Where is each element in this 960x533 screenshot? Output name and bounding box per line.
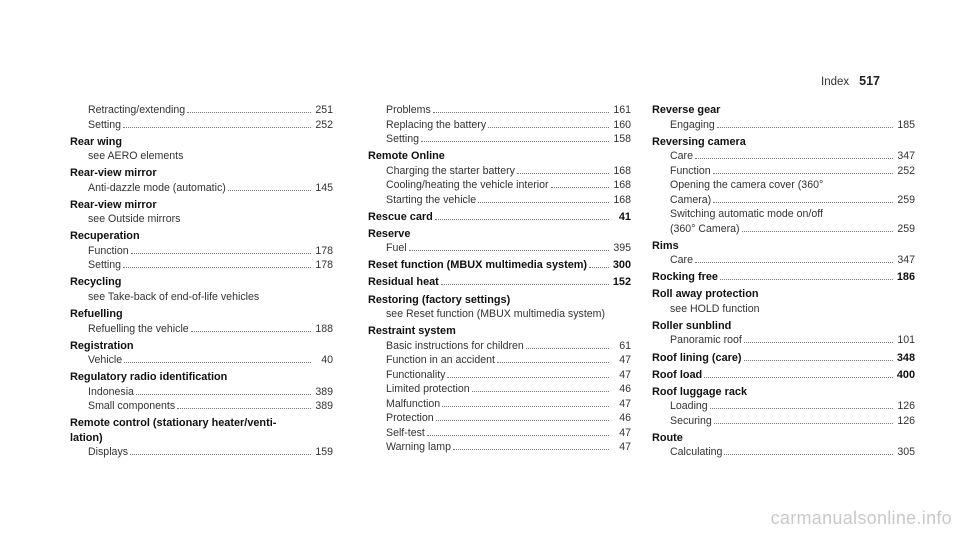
index-heading [70, 307, 333, 322]
index-term: lation) [70, 431, 103, 444]
dot-leader [441, 284, 609, 285]
dot-leader [123, 267, 311, 268]
dot-leader [191, 331, 311, 332]
index-subentry [652, 253, 915, 268]
index-heading [70, 166, 333, 181]
index-subentry [652, 333, 915, 348]
index-heading [652, 385, 915, 400]
dot-leader [228, 190, 311, 191]
index-heading [368, 324, 631, 339]
index-heading [368, 293, 631, 308]
index-term: Rocking free [652, 271, 718, 284]
index-entry [70, 198, 333, 227]
index-term: Rear-view mirror [70, 198, 157, 211]
index-subentry [70, 181, 333, 196]
index-entry [70, 103, 333, 132]
page-reference[interactable]: 259 [897, 193, 915, 206]
index-subentry [652, 149, 915, 164]
page-reference[interactable]: 145 [315, 181, 333, 194]
index-term: see Take-back of end-of-life vehicles [88, 290, 260, 303]
index-term: Problems [386, 104, 431, 116]
index-heading [652, 431, 915, 446]
dot-leader [742, 231, 893, 232]
dot-leader [488, 127, 609, 128]
index-subentry [368, 307, 631, 322]
page-reference[interactable]: 389 [315, 385, 333, 398]
index-subentry [70, 103, 333, 118]
index-heading [70, 135, 333, 150]
index-term: Indonesia [88, 385, 134, 398]
page-reference[interactable]: 47 [619, 426, 631, 439]
index-subentry [368, 440, 631, 455]
index-term: Anti-dazzle mode (automatic) [88, 181, 226, 194]
index-term: Residual heat [368, 276, 439, 289]
index-heading [368, 227, 631, 242]
dot-leader [717, 127, 893, 128]
page-reference[interactable]: 395 [613, 242, 631, 255]
index-term: Rear-view mirror [70, 167, 157, 180]
page-reference[interactable]: 400 [896, 368, 915, 381]
page-reference[interactable]: 47 [619, 397, 631, 410]
index-term: Self-test [386, 426, 425, 439]
index-term: Reset function (MBUX multimedia system) [368, 259, 588, 272]
index-subentry [368, 368, 631, 383]
index-term: Roof luggage rack [652, 385, 748, 398]
index-term: Limited protection [386, 383, 470, 396]
dot-leader [714, 423, 893, 424]
page-reference[interactable]: 347 [897, 254, 915, 267]
index-term: Function in an accident [386, 354, 495, 367]
index-heading [70, 275, 333, 290]
index-entry [652, 385, 915, 429]
index-term: Roller sunblind [652, 319, 732, 332]
index-entry [368, 210, 631, 225]
page-reference[interactable]: 168 [613, 164, 631, 177]
index-term: Remote control (stationary heater/venti- [70, 417, 277, 430]
page-number: 517 [859, 74, 880, 88]
dot-leader [517, 173, 609, 174]
index-entry [368, 293, 631, 322]
index-term: Restraint system [368, 325, 456, 338]
dot-leader [704, 377, 893, 378]
index-term: Opening the camera cover (360° [670, 179, 824, 192]
dot-leader [436, 420, 609, 421]
index-term: Roof lining (care) [652, 351, 742, 364]
dot-leader [744, 342, 893, 343]
index-subentry [368, 411, 631, 426]
page-reference[interactable]: 347 [897, 150, 915, 163]
index-term: Vehicle [88, 354, 123, 367]
index-subentry [70, 445, 333, 460]
page-reference[interactable]: 168 [613, 193, 631, 206]
page-reference[interactable]: 185 [897, 118, 915, 131]
index-term: Registration [70, 339, 134, 352]
index-subentry [652, 178, 915, 193]
index-term: Malfunction [386, 397, 441, 410]
index-entry [368, 227, 631, 256]
index-term: see AERO elements [88, 150, 184, 163]
index-term: Panoramic roof [670, 334, 742, 347]
dot-leader [130, 454, 311, 455]
index-subentry [70, 399, 333, 414]
index-column-1 [70, 103, 333, 462]
index-subentry [652, 414, 915, 429]
index-subentry [70, 322, 333, 337]
page-reference[interactable]: 251 [315, 104, 333, 116]
index-subentry [368, 164, 631, 179]
index-term: Function [670, 164, 711, 177]
index-heading [652, 287, 915, 302]
index-entry [652, 351, 915, 366]
index-term: Protection [386, 412, 434, 425]
index-entry [652, 239, 915, 268]
page-reference[interactable]: 178 [315, 244, 333, 257]
dot-leader [713, 202, 893, 203]
watermark: carmanualsonline.info [770, 508, 952, 528]
index-entry [70, 307, 333, 336]
index-entry [70, 166, 333, 195]
index-subentry [652, 207, 915, 222]
index-subentry [70, 290, 333, 305]
page-reference[interactable]: 252 [897, 164, 915, 177]
page-reference[interactable]: 389 [315, 400, 333, 413]
page-reference[interactable]: 348 [896, 351, 915, 364]
section-title: Index [821, 76, 850, 88]
index-term: Fuel [386, 242, 407, 255]
index-subentry [70, 385, 333, 400]
index-term: Functionality [386, 368, 446, 381]
index-term: Roof load [652, 368, 703, 381]
index-subentry [652, 118, 915, 133]
dot-leader [442, 406, 609, 407]
index-entry [652, 319, 915, 348]
index-entry [652, 103, 915, 132]
page-reference[interactable]: 47 [619, 368, 631, 381]
dot-leader [123, 127, 311, 128]
index-subentry [652, 302, 915, 317]
index-subentry [368, 426, 631, 441]
index-term: Loading [670, 400, 708, 413]
index-entry [70, 339, 333, 368]
index-heading [70, 198, 333, 213]
page-reference[interactable]: 158 [613, 133, 631, 145]
index-term: Restoring (factory settings) [368, 293, 511, 306]
page-reference[interactable]: 40 [321, 354, 333, 367]
index-term: Route [652, 431, 683, 444]
index-entry [652, 287, 915, 316]
index-subentry [70, 212, 333, 227]
index-term: Reverse gear [652, 104, 721, 116]
index-subentry [70, 149, 333, 164]
page-reference[interactable]: 259 [897, 222, 915, 235]
index-term: Setting [386, 133, 419, 145]
dot-leader [713, 173, 893, 174]
index-subentry [70, 244, 333, 259]
page-reference[interactable]: 126 [897, 400, 915, 413]
index-subentry [652, 164, 915, 179]
index-subentry [70, 258, 333, 273]
dot-leader [724, 454, 893, 455]
index-subentry [368, 382, 631, 397]
page-reference[interactable]: 305 [897, 446, 915, 459]
index-term: Camera) [670, 193, 712, 206]
index-term: Starting the vehicle [386, 193, 477, 206]
dot-leader [447, 377, 609, 378]
index-term: Refuelling [70, 308, 123, 321]
dot-leader [589, 267, 609, 268]
dot-leader [433, 112, 609, 113]
index-term: Rims [652, 239, 679, 252]
dot-leader [472, 391, 609, 392]
dot-leader [720, 279, 893, 280]
index-heading [652, 239, 915, 254]
page-reference[interactable]: 46 [619, 383, 631, 396]
index-term: see Reset function (MBUX multimedia system) [386, 308, 606, 321]
index-term: Setting [88, 259, 121, 272]
page-reference[interactable]: 61 [619, 339, 631, 352]
dot-leader [421, 141, 609, 142]
page-reference[interactable]: 161 [613, 104, 631, 116]
page-reference[interactable]: 126 [897, 414, 915, 427]
index-subentry [368, 353, 631, 368]
index-term: Small components [88, 400, 176, 413]
index-subentry [368, 193, 631, 208]
dot-leader [526, 348, 609, 349]
index-term: Cooling/heating the vehicle interior [386, 179, 549, 192]
index-term: (360° Camera) [670, 222, 740, 235]
dot-leader [427, 435, 609, 436]
index-heading [652, 319, 915, 334]
index-heading [70, 229, 333, 244]
dot-leader [497, 362, 609, 363]
page-reference[interactable]: 168 [613, 179, 631, 192]
index-term: Warning lamp [386, 441, 451, 454]
index-subentry [652, 399, 915, 414]
page-reference[interactable]: 178 [315, 259, 333, 272]
index-subentry [652, 193, 915, 208]
index-subentry [70, 353, 333, 368]
index-heading [652, 135, 915, 150]
index-term: Calculating [670, 446, 723, 459]
index-entry [70, 370, 333, 414]
index-heading [70, 370, 333, 385]
index-heading [652, 368, 915, 383]
page-reference[interactable]: 101 [897, 334, 915, 347]
page-reference[interactable]: 159 [315, 446, 333, 459]
index-term: Recuperation [70, 230, 140, 243]
index-subentry [368, 397, 631, 412]
index-term: Rescue card [368, 210, 433, 223]
index-heading [70, 431, 333, 446]
dot-leader [435, 219, 609, 220]
index-heading [368, 258, 631, 273]
index-subentry [368, 339, 631, 354]
index-column-3 [652, 103, 915, 462]
index-term: Reversing camera [652, 135, 746, 148]
page-reference[interactable]: 41 [618, 210, 631, 223]
page-reference[interactable]: 47 [619, 354, 631, 367]
index-subentry [368, 118, 631, 133]
index-subentry [368, 132, 631, 147]
index-entry [652, 368, 915, 383]
index-term: Switching automatic mode on/off [670, 208, 823, 221]
index-subentry [368, 178, 631, 193]
index-heading [368, 149, 631, 164]
index-entry [368, 258, 631, 273]
index-heading [368, 210, 631, 225]
index-term: Displays [88, 446, 129, 459]
index-column-2 [368, 103, 631, 457]
index-entry [368, 275, 631, 290]
index-term: Charging the starter battery [386, 164, 515, 177]
page-reference[interactable]: 188 [315, 322, 333, 335]
index-heading [70, 416, 333, 431]
dot-leader [124, 362, 311, 363]
index-term: Remote Online [368, 150, 445, 163]
page-reference[interactable]: 46 [619, 412, 631, 425]
index-term: Rear wing [70, 135, 123, 148]
dot-leader [409, 250, 609, 251]
dot-leader [695, 262, 893, 263]
index-entry [70, 275, 333, 304]
index-entry [368, 149, 631, 207]
index-subentry [368, 241, 631, 256]
dot-leader [131, 253, 311, 254]
index-subentry [652, 222, 915, 237]
index-term: see HOLD function [670, 302, 760, 315]
index-term: Function [88, 244, 129, 257]
index-entry [368, 103, 631, 147]
dot-leader [551, 187, 609, 188]
index-entry [652, 431, 915, 460]
dot-leader [177, 408, 311, 409]
index-term: Replacing the battery [386, 118, 487, 131]
index-term: Roll away protection [652, 288, 759, 301]
index-term: Regulatory radio identification [70, 371, 228, 384]
index-entry [368, 324, 631, 455]
index-heading [368, 275, 631, 290]
index-entry [652, 270, 915, 285]
page-reference[interactable]: 300 [612, 259, 631, 272]
index-term: Basic instructions for children [386, 339, 524, 352]
index-entry [70, 135, 333, 164]
page-reference[interactable]: 186 [896, 271, 915, 284]
index-entry [70, 229, 333, 273]
index-term: Engaging [670, 118, 715, 131]
dot-leader [695, 158, 893, 159]
index-heading [652, 351, 915, 366]
index-heading [652, 103, 915, 118]
index-term: Care [670, 150, 693, 163]
index-entry [652, 135, 915, 237]
page-reference[interactable]: 152 [612, 276, 631, 289]
page-header [821, 74, 880, 88]
index-term: Securing [670, 414, 712, 427]
index-term: Care [670, 254, 693, 267]
index-term: Reserve [368, 227, 411, 240]
dot-leader [744, 360, 893, 361]
dot-leader [453, 449, 609, 450]
dot-leader [710, 408, 893, 409]
dot-leader [136, 394, 311, 395]
index-term: Setting [88, 118, 121, 131]
dot-leader [187, 112, 311, 113]
index-term: see Outside mirrors [88, 213, 181, 226]
index-term: Refuelling the vehicle [88, 322, 189, 335]
index-term: Retracting/extending [88, 104, 186, 116]
index-heading [652, 270, 915, 285]
page-reference[interactable]: 47 [619, 441, 631, 454]
page-reference[interactable]: 252 [315, 118, 333, 131]
index-term: Recycling [70, 276, 122, 289]
index-subentry [368, 103, 631, 118]
dot-leader [478, 202, 609, 203]
index-heading [70, 339, 333, 354]
index-subentry [652, 445, 915, 460]
index-subentry [70, 118, 333, 133]
index-entry [70, 416, 333, 460]
page-reference[interactable]: 160 [613, 118, 631, 131]
